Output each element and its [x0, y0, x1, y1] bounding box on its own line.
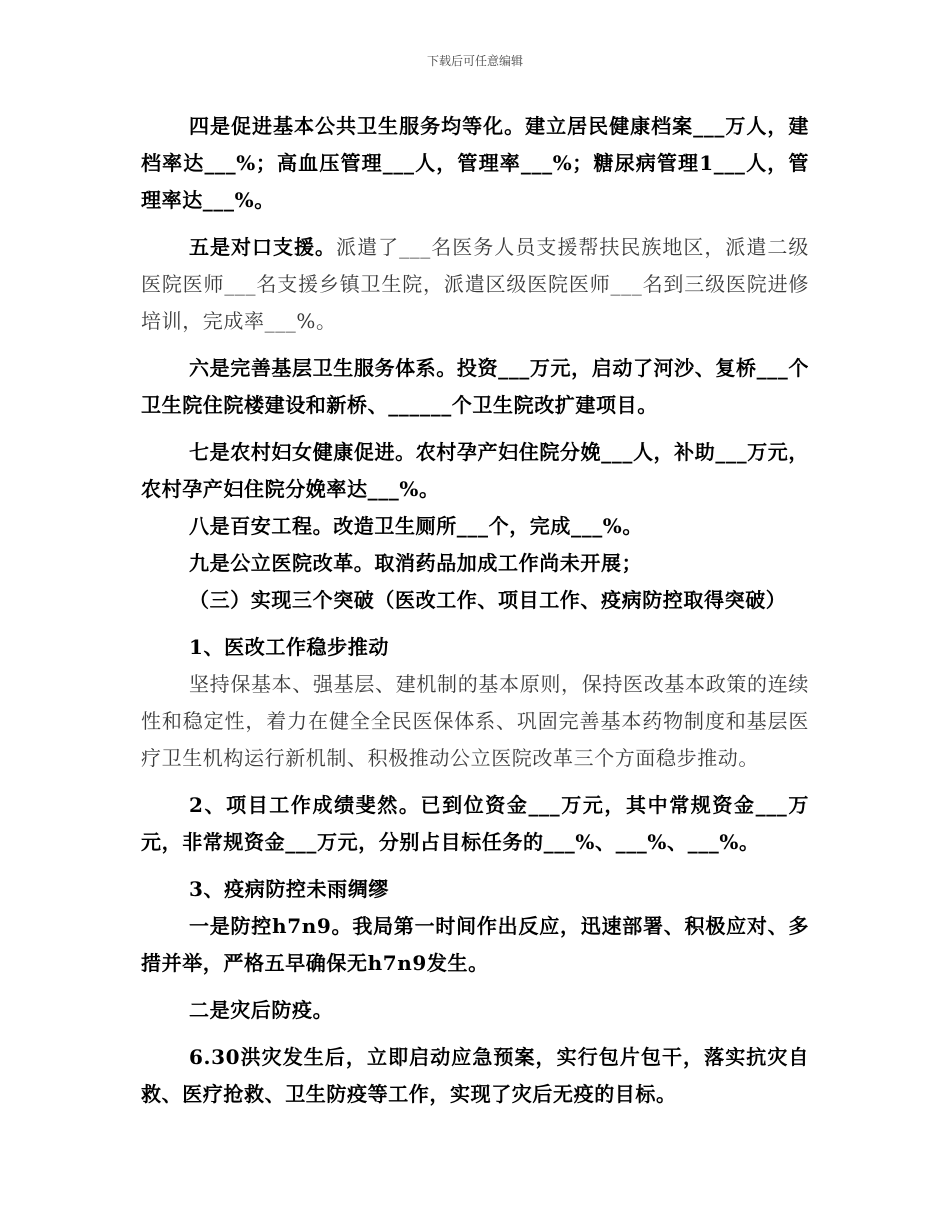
- paragraph-baian-project: [141, 508, 809, 545]
- paragraph-lead: 1、医改工作稳步推动: [189, 635, 389, 659]
- paragraph-public-health: [141, 108, 809, 219]
- paragraph-body: 改造卫生厕所___个，完成___%。: [333, 514, 644, 538]
- paragraph-lead: 一是防控h7n9。: [189, 914, 353, 938]
- paragraph-lead: 四是促进基本公共卫生服务均等化。: [189, 114, 526, 138]
- paragraph-body: 取消药品加成工作尚未开展；: [374, 551, 643, 575]
- paragraph-project-work: [141, 787, 809, 861]
- paragraph-body: 6.30洪灾发生后，立即启动应急预案，实行包片包干，落实抗灾自救、医疗抢救、卫生防疫等工作，实现了灾后无疫的目标。: [141, 1045, 809, 1106]
- paragraph-lead: 3、疫病防控未雨绸缪: [189, 877, 389, 901]
- paragraph-body: 农村孕产妇住院分娩___人，补助___万元，农村孕产妇住院分娩率达___%。: [141, 440, 810, 501]
- paragraph-lead: 八是百安工程。: [189, 514, 334, 538]
- document-body: [141, 108, 809, 1123]
- paragraph-grassroots-system: [141, 350, 809, 424]
- paragraph-body: 派遣了___名医务人员支援帮扶民族地区，派遣二级医院医师___名支援乡镇卫生院，派遣区级医院医师___名到三级医院进修培训，完成率___%。: [141, 235, 810, 333]
- paragraph-body: 投资___万元，启动了河沙、复桥___个卫生院住院楼建设和新桥、______个卫生院改扩建项目。: [141, 356, 809, 417]
- section-heading-three-breakthroughs: [141, 582, 809, 619]
- paragraph-rural-women: [141, 434, 809, 508]
- paragraph-lead: 五是对口支援。: [189, 235, 337, 259]
- subheading-medical-reform: [141, 629, 809, 666]
- paragraph-body: 我局第一时间作出反应，迅速部署、积极应对、多措并举，严格五早确保无h7n9发生。: [141, 914, 809, 975]
- paragraph-lead: 二是灾后防疫。: [189, 998, 334, 1022]
- page-header: 下载后可任意编辑: [426, 54, 523, 68]
- paragraph-disaster-prevention: [141, 992, 809, 1029]
- paragraph-hospital-reform: [141, 545, 809, 582]
- paragraph-counterpart-support: [141, 229, 809, 340]
- paragraph-h7n9: [141, 908, 809, 982]
- paragraph-lead: 九是公立医院改革。: [189, 551, 375, 575]
- paragraph-lead: 七是农村妇女健康促进。: [189, 440, 416, 464]
- paragraph-lead: （三）实现三个突破（医改工作、项目工作、疫病防控取得突破）: [189, 588, 787, 612]
- subheading-epidemic-prevention: [141, 871, 809, 908]
- paragraph-body: 坚持保基本、强基层、建机制的基本原则，保持医改基本政策的连续性和稳定性，着力在健全全民医保体系、巩固完善基本药物制度和基层医疗卫生机构运行新机制、积极推动公立医院改革三个方面稳步推动。: [141, 672, 809, 770]
- paragraph-lead: 六是完善基层卫生服务体系。: [189, 356, 457, 380]
- paragraph-body: 建立居民健康档案___万人，建档率达___%；高血压管理___人，管理率___%；糖尿病管理1___人，管理率达___%。: [141, 114, 809, 212]
- paragraph-flood-response: [141, 1039, 809, 1113]
- paragraph-medical-reform-body: [141, 666, 809, 777]
- paragraph-lead: 2、项目工作成绩斐然。: [189, 793, 421, 817]
- paragraph-body: 已到位资金___万元，其中常规资金___万元，非常规资金___万元，分别占目标任务的___%、___%、___%。: [141, 793, 809, 854]
